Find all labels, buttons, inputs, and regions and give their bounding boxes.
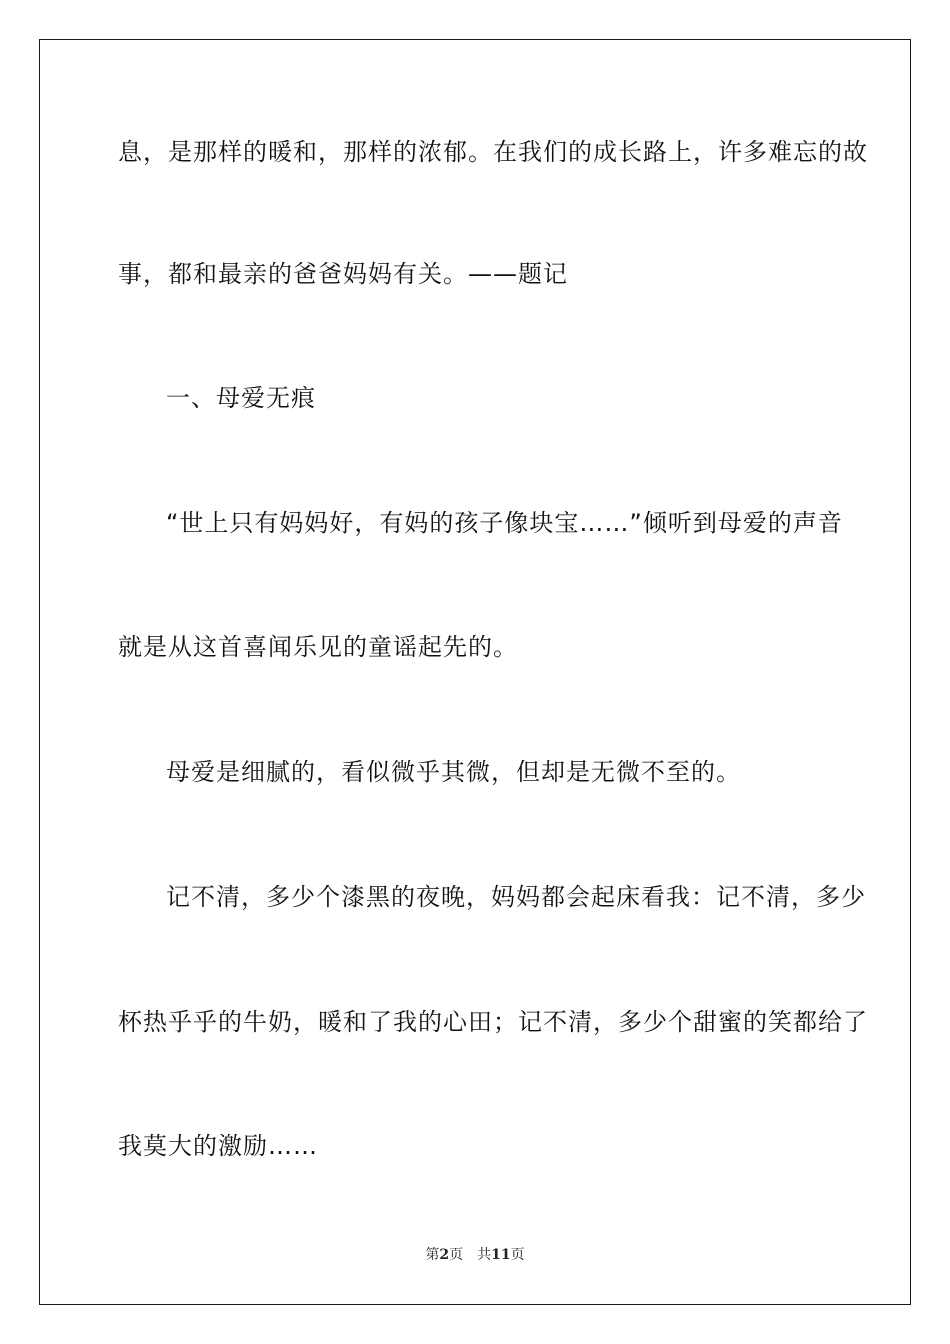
- total-prefix: 共: [477, 1247, 492, 1263]
- paragraph-line-6: 母爱是细腻的，看似微乎其微，但却是无微不至的。: [166, 758, 741, 786]
- paragraph-line-5: 就是从这首喜闻乐见的童谣起先的。: [118, 633, 518, 661]
- paragraph-line-8: 杯热乎乎的牛奶，暖和了我的心田；记不清，多少个甜蜜的笑都给了: [118, 1008, 868, 1036]
- paragraph-line-9: 我莫大的激励……: [118, 1132, 318, 1160]
- page-number: 2: [439, 1247, 450, 1263]
- total-suffix: 页: [510, 1247, 525, 1263]
- page-prefix: 第: [425, 1247, 440, 1263]
- section-heading: 一、母爱无痕: [166, 384, 316, 412]
- paragraph-line-1: 息，是那样的暖和，那样的浓郁。在我们的成长路上，许多难忘的故: [118, 138, 868, 166]
- paragraph-line-2: 事，都和最亲的爸爸妈妈有关。——题记: [118, 260, 568, 288]
- page-border: [39, 39, 911, 1305]
- page-footer: [0, 1246, 950, 1264]
- paragraph-line-4: “世上只有妈妈好，有妈的孩子像块宝……”倾听到母爱的声音: [166, 509, 843, 537]
- total-pages: 11: [491, 1247, 511, 1263]
- paragraph-line-7: 记不清，多少个漆黑的夜晚，妈妈都会起床看我：记不清，多少: [166, 883, 866, 911]
- page-suffix: 页: [449, 1247, 464, 1263]
